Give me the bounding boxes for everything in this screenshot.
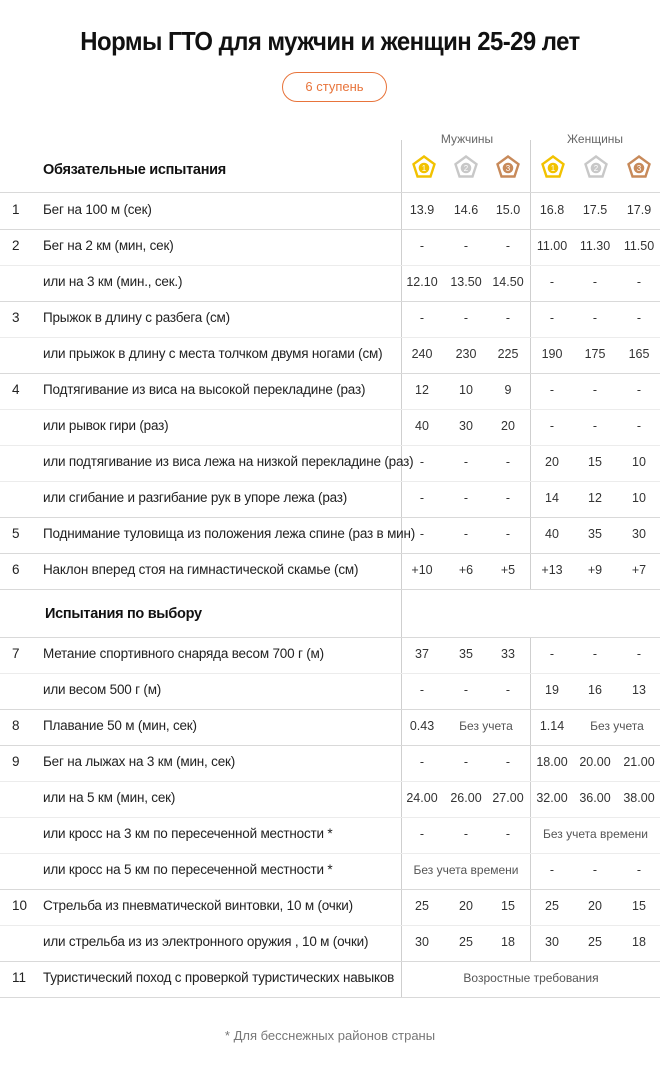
table-row	[0, 745, 660, 781]
test-label: Стрельба из пневматической винтовки, 10 м (очки)	[43, 898, 353, 913]
test-label: или рывок гири (раз)	[43, 418, 169, 433]
women-bronze-value: -	[636, 647, 642, 661]
women-silver-value: -	[592, 311, 598, 325]
men-silver-value: -	[463, 683, 469, 697]
women-bronze-value: 18	[632, 935, 646, 949]
test-label: Бег на 2 км (мин, сек)	[43, 238, 174, 253]
row-number: 3	[12, 310, 20, 325]
medal-number: 2	[463, 164, 469, 173]
men-bronze-value: -	[505, 527, 511, 541]
men-gold-value: 37	[415, 647, 429, 661]
test-label: Бег на 100 м (сек)	[43, 202, 152, 217]
row-number: 1	[12, 202, 20, 217]
men-bronze-value: 15	[501, 899, 515, 913]
medal-number: 3	[505, 164, 511, 173]
men-silver-value: 30	[459, 419, 473, 433]
men-silver-value: -	[463, 311, 469, 325]
table-row	[0, 781, 660, 817]
silver-medal-icon	[584, 155, 608, 179]
men-gold-value: +10	[411, 563, 433, 577]
women-gold-value: -	[549, 311, 555, 325]
men-gold-value: -	[419, 827, 425, 841]
table-row	[0, 853, 660, 889]
test-label: или кросс на 3 км по пересеченной местности *	[43, 826, 333, 841]
women-silver-value: -	[592, 275, 598, 289]
test-label: Наклон вперед стоя на гимнастической скамье (см)	[43, 562, 359, 577]
table-row	[0, 481, 660, 517]
table-row	[0, 889, 660, 925]
group-men-label: Мужчины	[440, 132, 494, 146]
row-number: 5	[12, 526, 20, 541]
women-silver-value: 11.30	[579, 239, 611, 253]
women-bronze-value: 13	[632, 683, 646, 697]
table-row	[0, 817, 660, 853]
bronze-medal-icon	[627, 155, 651, 179]
men-gold-value: 40	[415, 419, 429, 433]
men-gold-value: 24.00	[406, 791, 438, 805]
men-silver-value: -	[463, 239, 469, 253]
women-gold-value: 18.00	[536, 755, 568, 769]
table-row	[0, 373, 660, 409]
women-bronze-value: 11.50	[623, 239, 655, 253]
women-gold-value: -	[549, 275, 555, 289]
men-bronze-value: -	[505, 491, 511, 505]
women-silver-value: -	[592, 383, 598, 397]
men-bronze-value: -	[505, 455, 511, 469]
row-number: 7	[12, 646, 20, 661]
table-row	[0, 925, 660, 961]
men-silver-value: 20	[459, 899, 473, 913]
medal-number: 1	[421, 164, 427, 173]
footnote: * Для бесснежных районов страны	[224, 1028, 436, 1043]
row-divider	[0, 997, 660, 998]
men-silver-value: -	[463, 755, 469, 769]
men-gold-value: 240	[411, 347, 433, 361]
table-row	[0, 193, 660, 229]
women-gold-value: 19	[545, 683, 559, 697]
test-label: или стрельба из из электронного оружия , 10 м (очки)	[43, 934, 369, 949]
women-bronze-value: -	[636, 311, 642, 325]
women-gold-value: 25	[545, 899, 559, 913]
row-number: 10	[12, 898, 28, 913]
men-bronze-value: +5	[500, 563, 516, 577]
women-bronze-value: 15	[632, 899, 646, 913]
test-label: Поднимание туловища из положения лежа спине (раз в мин)	[43, 526, 416, 541]
women-bronze-value: 30	[632, 527, 646, 541]
women-bronze-value: -	[636, 419, 642, 433]
stage-badge[interactable]: 6 ступень	[282, 72, 387, 102]
test-label: Подтягивание из виса на высокой перекладине (раз)	[43, 382, 366, 397]
women-no-time-value: Без учета времени	[543, 827, 648, 841]
test-label: Прыжок в длину с разбега (см)	[43, 310, 230, 325]
men-gold-value: -	[419, 683, 425, 697]
men-silver-value: 35	[459, 647, 473, 661]
test-label: Туристический поход с проверкой туристических навыков	[43, 970, 395, 985]
men-bronze-value: 15.0	[495, 203, 521, 217]
women-bronze-value: -	[636, 383, 642, 397]
women-silver-value: 16	[588, 683, 602, 697]
women-silver-value: 15	[588, 455, 602, 469]
women-gold-value: 16.8	[539, 203, 565, 217]
women-gold-value: -	[549, 863, 555, 877]
women-silver-value: 20	[588, 899, 602, 913]
silver-medal-icon	[454, 155, 478, 179]
men-silver-value: +6	[458, 563, 474, 577]
table-row	[0, 229, 660, 265]
women-silver-value: 175	[584, 347, 606, 361]
men-bronze-value: 14.50	[492, 275, 524, 289]
men-silver-value: 10	[459, 383, 473, 397]
women-gold-value: 190	[541, 347, 563, 361]
men-bronze-value: -	[505, 755, 511, 769]
women-gold-value: -	[549, 383, 555, 397]
men-silver-value: -	[463, 491, 469, 505]
men-silver-value: -	[463, 827, 469, 841]
women-gold-value: 40	[545, 527, 559, 541]
women-silver-value: -	[592, 647, 598, 661]
table-row	[0, 265, 660, 301]
women-gold-value: 32.00	[536, 791, 568, 805]
men-bronze-value: 225	[497, 347, 519, 361]
women-silver-value: 36.00	[579, 791, 611, 805]
women-silver-value: -	[592, 419, 598, 433]
women-gold-value: +13	[541, 563, 563, 577]
women-no-count-value: Без учета	[590, 719, 644, 733]
men-gold-value: 25	[415, 899, 429, 913]
men-silver-value: 26.00	[450, 791, 482, 805]
men-gold-value: 12	[415, 383, 429, 397]
women-gold-value: 20	[545, 455, 559, 469]
women-bronze-value: 38.00	[623, 791, 655, 805]
men-bronze-value: 27.00	[492, 791, 524, 805]
table-row	[0, 709, 660, 745]
men-bronze-value: 33	[501, 647, 515, 661]
age-requirements-value: Возростные требования	[463, 971, 599, 985]
row-number: 6	[12, 562, 20, 577]
men-silver-value: 25	[459, 935, 473, 949]
women-gold-value: -	[549, 647, 555, 661]
men-gold-value: 0.43	[409, 719, 435, 733]
table-row	[0, 673, 660, 709]
women-silver-value: 25	[588, 935, 602, 949]
men-gold-value: -	[419, 311, 425, 325]
men-gold-value: 12.10	[406, 275, 438, 289]
women-gold-value: 30	[545, 935, 559, 949]
test-label: или на 5 км (мин, сек)	[43, 790, 176, 805]
row-number: 11	[12, 970, 27, 985]
women-gold-value: 14	[545, 491, 559, 505]
men-gold-value: -	[419, 491, 425, 505]
men-no-time-value: Без учета времени	[413, 863, 519, 877]
men-gold-value: -	[419, 455, 425, 469]
men-silver-value: 14.6	[453, 203, 479, 217]
men-gold-value: -	[419, 755, 425, 769]
page-title: Нормы ГТО для мужчин и женщин 25-29 лет	[80, 26, 580, 56]
women-bronze-value: -	[636, 275, 642, 289]
women-silver-value: 12	[588, 491, 602, 505]
women-bronze-value: 17.9	[626, 203, 652, 217]
bronze-medal-icon	[496, 155, 520, 179]
table-row	[0, 517, 660, 553]
women-silver-value: -	[592, 863, 598, 877]
table-row	[0, 445, 660, 481]
women-gold-value: -	[549, 419, 555, 433]
men-bronze-value: 20	[501, 419, 515, 433]
men-gold-value: -	[419, 239, 425, 253]
women-silver-value: +9	[587, 563, 603, 577]
women-bronze-value: 21.00	[623, 755, 655, 769]
test-label: Бег на лыжах на 3 км (мин, сек)	[43, 754, 236, 769]
men-silver-value: 230	[455, 347, 477, 361]
medal-number: 2	[593, 164, 599, 173]
gold-medal-icon	[541, 155, 565, 179]
row-number: 9	[12, 754, 20, 769]
row-number: 4	[12, 382, 20, 397]
women-bronze-value: 10	[632, 491, 646, 505]
table-row	[0, 637, 660, 673]
table-row	[0, 409, 660, 445]
medal-number: 1	[550, 164, 556, 173]
table-row	[0, 553, 660, 589]
row-number: 8	[12, 718, 20, 733]
men-bronze-value: -	[505, 827, 511, 841]
women-silver-value: 17.5	[582, 203, 608, 217]
table-row	[0, 301, 660, 337]
men-silver-value: 13.50	[450, 275, 482, 289]
women-bronze-value: 165	[628, 347, 650, 361]
men-bronze-value: 9	[504, 383, 512, 397]
men-gold-value: 13.9	[409, 203, 435, 217]
group-women-label: Женщины	[566, 132, 624, 146]
section-mandatory-title: Обязательные испытания	[43, 162, 226, 178]
test-label: или сгибание и разгибание рук в упоре лежа (раз)	[43, 490, 348, 505]
test-label: Метание спортивного снаряда весом 700 г (м)	[43, 646, 324, 661]
row-number: 2	[12, 238, 20, 253]
men-bronze-value: -	[505, 311, 511, 325]
table-row	[0, 961, 660, 997]
women-silver-value: 35	[588, 527, 602, 541]
women-bronze-value: +7	[631, 563, 647, 577]
men-bronze-value: -	[505, 683, 511, 697]
table-row	[0, 337, 660, 373]
test-label: или весом 500 г (м)	[43, 682, 162, 697]
men-gold-value: 30	[415, 935, 429, 949]
men-bronze-value: -	[505, 239, 511, 253]
medal-number: 3	[636, 164, 642, 173]
men-gold-value: -	[419, 527, 425, 541]
women-bronze-value: -	[636, 863, 642, 877]
test-label: Плавание 50 м (мин, сек)	[43, 718, 197, 733]
women-gold-value: 11.00	[536, 239, 568, 253]
test-label: или на 3 км (мин., сек.)	[43, 274, 183, 289]
men-silver-value: -	[463, 455, 469, 469]
women-bronze-value: 10	[632, 455, 646, 469]
section-optional-title: Испытания по выбору	[45, 606, 202, 622]
men-no-count-value: Без учета	[459, 719, 513, 733]
women-silver-value: 20.00	[579, 755, 611, 769]
test-label: или подтягивание из виса лежа на низкой перекладине (раз)	[43, 454, 414, 469]
men-bronze-value: 18	[501, 935, 515, 949]
test-label: или прыжок в длину с места толчком двумя ногами (см)	[43, 346, 383, 361]
gold-medal-icon	[412, 155, 436, 179]
test-label: или кросс на 5 км по пересеченной местности *	[43, 862, 333, 877]
women-gold-value: 1.14	[539, 719, 565, 733]
row-divider	[0, 589, 660, 590]
men-silver-value: -	[463, 527, 469, 541]
